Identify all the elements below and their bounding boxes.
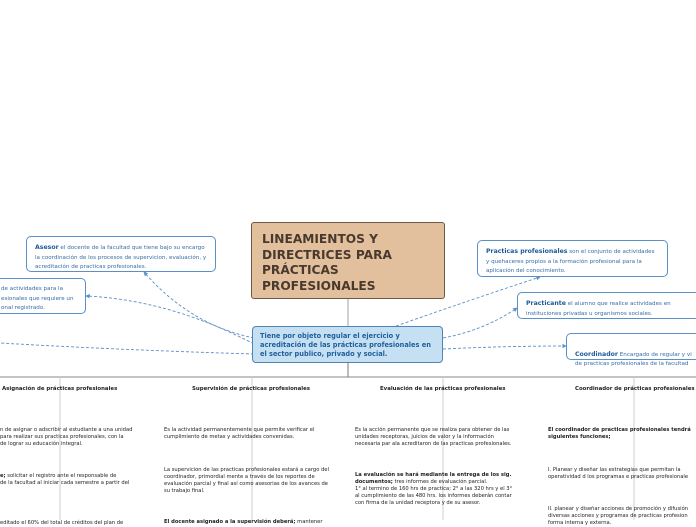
col-title-coordinador[interactable]: Coordinador de prácticas profesionales <box>575 386 695 392</box>
col-title-supervision[interactable]: Supervisión de prácticas profesionales <box>192 386 310 392</box>
col2-block0-text: Es la acción permanente que se realiza para obtener de las unidades receptoras, juicios de valor y la información necesaria par ala acreditaron de las practicas profesionales. <box>355 426 512 447</box>
col2-block0 <box>355 420 535 448</box>
link-left <box>86 296 254 344</box>
col1-block1 <box>164 460 344 495</box>
col0-block0-text: n de asignar o adscribir al estudiante a una unidad para realizar sus practicas profesionales, con la de lograr su educación integral. <box>0 426 133 447</box>
col1-block0 <box>164 420 344 441</box>
note-coordinador[interactable] <box>566 333 696 367</box>
link-asesor <box>144 272 254 338</box>
note-practicante[interactable] <box>517 292 696 319</box>
col0-block1-text: solicitar el registro ante el responsable de de la facultad al iniciar cada semestre a partir del <box>0 472 130 486</box>
link-practicante <box>443 308 517 338</box>
col1-block2-text: mantener <box>295 518 323 525</box>
note-practicas-text: son el conjunto de actividades y quehaceres propios a la formación profesional para la aplicación del conocimiento. <box>486 249 655 274</box>
link-coordinador <box>443 346 566 349</box>
note-left-partial[interactable] <box>0 278 86 314</box>
col-title-evaluacion[interactable]: Evaluación de las prácticas profesionales <box>380 386 506 392</box>
col3-block0 <box>548 420 696 441</box>
col-title-asignacion[interactable]: Asignación de prácticas profesionales <box>2 386 118 392</box>
col3-block2 <box>548 499 696 527</box>
objective-topic[interactable]: Tiene por objeto regular el ejercicio y acreditación de las prácticas profesionales en el sector publico, privado y social. <box>252 326 443 363</box>
note-practicante-term: Practicante <box>526 300 566 307</box>
col3-block2-text: II. planear y diseñar acciones de promoción y difusión diversas acciones y programas de practicas profesion forma interna y externa. <box>548 505 689 526</box>
col1-block2 <box>164 512 344 526</box>
note-asesor-text: el docente de la facultad que tiene bajo su encargo la coordinación de los procesos de supervicion, evaluación, y acreditación de practicas profesionales. <box>35 245 207 270</box>
note-practicas-term: Practicas profesionales <box>486 248 568 255</box>
col0-block0 <box>0 420 150 448</box>
main-topic[interactable]: LINEAMIENTOS Y DIRECTRICES PARA PRÁCTICAS PROFESIONALES <box>251 222 445 299</box>
col1-block1-text: La supervicion de las practicas profesionales estará a cargo del coordinador, primordial mente a través de los reportes de evaluación parcial y final así como asesorias de los avances de su trabajo final. <box>164 466 329 494</box>
col1-block2-bold: El docente asignado a la supervisión deberá; <box>164 518 296 525</box>
col2-block1-text: tres informes de evaluación parcial. 1° al termino de 160 hrs de practica; 2° a las 320 hrs y el 3° al cumplimiento de las 480 hrs. los informes deberán contar con firma de la unidad receptora y de su asesor. <box>355 478 513 506</box>
note-asesor-term: Asesor <box>35 244 59 251</box>
col0-block2-text: editado el 60% del total de créditos del plan de <box>0 519 124 526</box>
col3-block1-text: I. Planear y diseñar las estrategias que permitan la operatividad d los programas e practicas profesionale <box>548 466 689 480</box>
col1-block0-text: Es la actividad permanentemente que permite verificar el cumplimiento de metas y actividades convenidas. <box>164 426 315 440</box>
col3-block1 <box>548 460 696 481</box>
col3-block0-bold: El coordinador de practicas profesionales tendrá siguientes funciones; <box>548 426 691 440</box>
note-practicas[interactable] <box>477 240 668 277</box>
col0-block1-bold: e; <box>0 472 6 479</box>
col2-block1 <box>355 465 535 506</box>
note-coordinador-text: Encargado de regular y vi de practicas profesionales de la facultad <box>575 351 692 367</box>
note-left-text: de actividades para la esionales que requiere un onal registrado. <box>1 286 74 311</box>
note-asesor[interactable] <box>26 236 216 272</box>
note-coordinador-term: Coordinador <box>575 350 618 358</box>
note-practicante-text: el alumno que realice actividades en instituciones privadas u organismos sociales. <box>526 301 671 317</box>
col0-block1 <box>0 466 150 487</box>
col2-block1-bold: La evaluación se hará mediante la entrega de los sig. documentos; <box>355 471 512 485</box>
link-far-left <box>0 343 254 354</box>
